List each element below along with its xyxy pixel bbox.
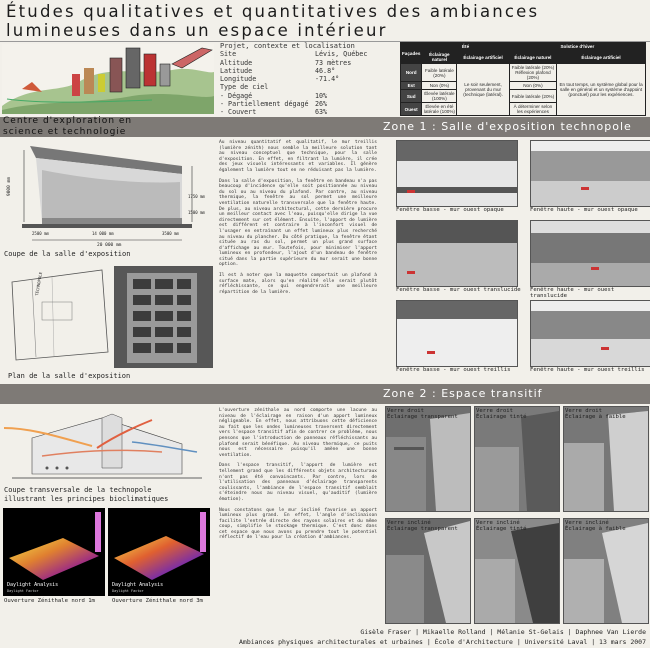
project-key: Site — [220, 50, 237, 59]
section1-title-line2: science et technologie — [3, 127, 127, 137]
zone1-caption: Fenêtre haute - mur ouest opaque — [530, 207, 638, 213]
facade-table-subheader: Éclairage artificiel — [457, 51, 509, 64]
zone1-caption: Fenêtre haute - mur ouest translucide — [530, 287, 615, 299]
project-row — [220, 92, 398, 100]
section-band-2 — [0, 384, 650, 404]
project-row — [220, 67, 398, 75]
project-value: 10% — [315, 91, 328, 100]
dim-w1: 2500 mm — [32, 231, 49, 236]
zone2-caption — [565, 520, 626, 532]
zone1-caption: Fenêtre basse - mur ouest opaque — [396, 207, 504, 213]
zone2-grid — [385, 406, 647, 624]
project-value: 26% — [315, 100, 328, 109]
caption-bioclimatic-line1: Coupe transversale de la technopole — [4, 486, 152, 494]
zone2-caption — [565, 408, 626, 420]
zone2-caption-line1: Verre droit — [565, 408, 603, 414]
footer-authors: Gisèle Fraser | Mikaelle Rolland | Mélanie St-Gelais | Daphnee Van Lierde — [360, 628, 646, 636]
zone2-caption — [387, 408, 458, 420]
poster-title-line1: Études qualitatives et quantitatives des ambiances — [6, 2, 540, 21]
zone2-caption-line1: Verre droit — [387, 408, 425, 414]
daylight-analysis-2-art — [108, 508, 210, 596]
project-row — [220, 83, 398, 91]
facade-table-group: Été — [422, 43, 509, 51]
daylight-analysis-1 — [3, 508, 105, 596]
project-value: Lévis, Québec — [315, 50, 368, 59]
project-key: - Couvert — [220, 108, 257, 117]
zone2-caption-line2: Éclairage tinté — [476, 414, 527, 420]
project-row — [220, 50, 398, 58]
plan-label: TECHNOPOLE — [34, 271, 44, 297]
zone2-caption — [476, 408, 527, 420]
facade-table — [400, 42, 646, 116]
daylight-label: Daylight Analysis — [112, 582, 164, 588]
zone2-caption-line2: Éclairage transparent — [387, 526, 458, 532]
zone2-photo-art — [564, 407, 648, 511]
project-key: Altitude — [220, 58, 253, 67]
facade-table-subheader: Éclairage naturel — [422, 51, 457, 64]
dim-w2: 14 000 mm — [92, 231, 114, 236]
dim-total: 20 000 mm — [97, 243, 122, 248]
facade-row-header: Est — [401, 82, 422, 90]
dim-h2: 1750 mm — [188, 194, 205, 199]
daylight-sub: Daylight Factor — [7, 589, 39, 593]
daylight-sub: Daylight Factor — [112, 589, 144, 593]
zone2-photo-art — [564, 519, 648, 623]
zone2-photo — [563, 518, 649, 624]
project-row — [220, 108, 398, 116]
zone1-grid — [396, 140, 650, 384]
project-key: Longitude — [220, 75, 257, 84]
dim-height: 9000 mm — [7, 177, 12, 196]
project-key: - Partiellement dégagé — [220, 100, 309, 109]
section2-paragraph: L'ouverture zénithale au nord comporte une lacune au niveau de l'éclairage en raison d'un apport lumineux négligeable. En effet, nous attribuons cette déficience au fait que les ondes lumineuses traversent directement vers l'espace transitif afin de contrer ce problème, nous pensons que l'introduction de panneaux réfléchissants au plafond serait bénéfique. Au niveau thermique, ce puits nous est nécessaire puisqu'il amène une bonne ventilation. — [219, 408, 377, 458]
zone1-photo-art — [397, 221, 517, 286]
facade-cell: En tout temps, un système global pour la salle en général et un système d'appoint (ponctuel) pour les expériences. — [557, 64, 646, 116]
section1-paragraph: Il est à noter que la maquette comportait un plafond à surface mate, alors qu'en réalité elle serait plutôt réfléchissante, ce qui engendrerait une meilleure répartition de la lumière. — [219, 273, 377, 295]
zone1-photo-art — [531, 301, 650, 366]
facade-cell: Le soir seulement, provenant du mur (technique (latéral). — [457, 64, 509, 116]
facade-cell: Non (0%) — [422, 82, 457, 90]
section1-paragraph: Dans la salle d'exposition, la fenêtre en bandeau n'a pas beaucoup d'incidence qu'elle soit positionnée au niveau du sol ou au niveau du plafond. Par contre, au niveau thermique, la fenêtre au sol permet une meilleure ventilation naturelle transversale que la fenêtre haute. De plus, au niveau architectural, cette dernière procure un meilleur contact avec l'eau, puisqu'elle dirige la vue directement sur cet élément. Ensuite, l'apport de lumière est différent et contraire à l'inconfort visuel de l'usager en entraînant un effet lumineux plus recherché au niveau du plancher. Du côté pratique, la fenêtre étant située au ras du sol, permet un plus grand surface d'affichage au mur. Toutefois, pour minimiser l'apport lumineux en profondeur, l'ajout d'un bandeau de fenêtre situé dans la partie supérieure du mur serait une bonne option. — [219, 178, 377, 268]
facade-cell: Non (0%) — [509, 82, 556, 90]
poster-title — [6, 2, 606, 40]
caption-daylight-1: Ouverture Zénithale nord 1m — [4, 598, 95, 604]
zone2-caption — [476, 520, 527, 532]
zone1-photo — [530, 220, 650, 287]
facade-table-subheader: Éclairage naturel — [509, 51, 556, 64]
zone1-caption: Fenêtre haute - mur ouest treillis — [530, 367, 645, 373]
facade-row-header: Nord — [401, 64, 422, 82]
footer-course: Ambiances physiques architecturales et urbaines | École d'Architecture | Université Laval | 13 mars 2007 — [239, 638, 646, 646]
project-key: Type de ciel — [220, 83, 269, 92]
facade-row-header: Sud — [401, 90, 422, 103]
daylight-analysis-2 — [108, 508, 210, 596]
zone2-caption-line1: Verre incliné — [387, 520, 431, 526]
zone1-photo — [530, 140, 650, 207]
project-value: -71.4° — [315, 75, 340, 84]
zone1-photo-art — [397, 301, 517, 366]
coupe-drawing — [2, 140, 212, 250]
zone1-photo — [530, 300, 650, 367]
zone2-photo — [385, 518, 471, 624]
section1-title-line1: Centre d'exploration en — [3, 116, 133, 126]
project-key: Latitude — [220, 66, 253, 75]
section1-title — [3, 116, 132, 138]
dim-h3: 1500 mm — [188, 210, 205, 215]
zone2-photo-art — [386, 519, 470, 623]
zone2-photo — [474, 518, 560, 624]
dim-w3: 3500 mm — [162, 231, 179, 236]
model-photo — [114, 266, 213, 368]
zone2-caption-line2: Éclairage transparent — [387, 414, 458, 420]
zone2-caption-line2: Éclairage tinté — [476, 526, 527, 532]
facade-cell: À déterminer selon les expériences — [509, 103, 556, 116]
zone2-caption-line2: Éclairage à faible — [565, 526, 626, 532]
zone2-photo-art — [475, 407, 559, 511]
project-row — [220, 59, 398, 67]
project-row — [220, 75, 398, 83]
caption-plan: Plan de la salle d'exposition — [8, 372, 131, 380]
section2-text — [219, 408, 377, 546]
caption-bioclimatic-line2: illustrant les principes bioclimatiques — [4, 495, 169, 503]
project-info — [220, 42, 398, 117]
project-value: 73 mètres — [315, 58, 352, 67]
zone1-photo — [396, 220, 518, 287]
facade-row-header: Ouest — [401, 103, 422, 116]
section2-paragraph: Nous constatons que le mur incliné favorise un apport lumineux plus grand. En effet, l'angle d'inclinaison facilite l'entrée directe des rayons solaires et du même coup, simplifie le stockage thermique. C'est donc dans cet espace que nous avons pu prendre tout le potentiel réflectif de l'eau pour la création d'ambiances. — [219, 507, 377, 541]
zone2-photo-art — [475, 519, 559, 623]
daylight-label: Daylight Analysis — [7, 582, 59, 588]
project-row — [220, 100, 398, 108]
poster-title-line2: lumineuses dans un espace intérieur — [6, 21, 388, 40]
facade-cell: Élevée latérale (100%) — [422, 90, 457, 103]
zone1-caption: Fenêtre basse - mur ouest translucide — [396, 287, 521, 293]
zone2-title: Zone 2 : Espace transitif — [383, 387, 543, 400]
zone2-caption-line1: Verre incliné — [565, 520, 609, 526]
zone1-caption: Fenêtre basse - mur ouest treillis — [396, 367, 511, 373]
facade-cell: Faible latérale (20%) — [509, 90, 556, 103]
daylight-analysis-1-art — [3, 508, 105, 596]
facade-cell: Élevée en été latérale (100%) — [423, 104, 455, 114]
zone1-photo-art — [531, 141, 650, 206]
zone1-photo-art — [397, 141, 517, 206]
project-value: 46.8° — [315, 66, 336, 75]
caption-coupe: Coupe de la salle d'exposition — [4, 250, 131, 258]
site-illustration — [2, 44, 214, 114]
zone1-photo — [396, 300, 518, 367]
section1-paragraph: Au niveau quantitatif et qualitatif, le mur treillis (lumière zénith) nous semble la meilleure solution tant au niveau conceptuel que technique, pour la salle d'exposition. En effet, en filtrant la lumière, il crée des jeux visuels intéressants et variables. Il génère également la lumière tout en ne réduisant pas la lumière. — [219, 140, 377, 173]
bioclimatic-section — [2, 408, 210, 486]
zone2-photo — [563, 406, 649, 512]
section2-paragraph: Dans l'espace transitif, l'apport de lumière est tellement grand que les différents objets architecturaux n'ont pas été convaincants. Par contre, lors de l'utilisation des panneaux d'éclairage transparents coulissants, l'ambiance de l'espace transitif semblait s'éteindre nous au niveau visuel, qu'auditif (lumière émotion). — [219, 463, 377, 502]
zone2-caption-line1: Verre droit — [476, 408, 514, 414]
plan-drawing — [2, 262, 112, 370]
zone2-photo — [474, 406, 560, 512]
zone1-title: Zone 1 : Salle d'exposition technopole — [383, 120, 632, 133]
zone2-caption-line2: Éclairage à faible — [565, 414, 626, 420]
facade-table-subheader: Éclairage artificiel — [557, 51, 646, 64]
facade-table-corner: Façades — [401, 43, 422, 64]
project-heading: Projet, contexte et localisation — [220, 42, 355, 50]
zone2-caption — [387, 520, 458, 532]
project-value: 63% — [315, 108, 328, 117]
caption-bioclimatic — [4, 486, 168, 504]
facade-cell: Faible latérale (20%) — [422, 64, 457, 82]
zone2-caption-line1: Verre incliné — [476, 520, 520, 526]
zone1-photo-art — [531, 221, 650, 286]
zone2-photo — [385, 406, 471, 512]
caption-daylight-2: Ouverture Zénithale nord 3m — [112, 598, 203, 604]
facade-cell: Faible latérale (20%) Réflexion plafond (20%) — [509, 64, 556, 82]
project-key: - Dégagé — [220, 91, 253, 100]
zone1-photo — [396, 140, 518, 207]
zone2-photo-art — [386, 407, 470, 511]
section1-text — [219, 140, 377, 300]
model-photo-art — [115, 267, 212, 367]
facade-table-group: Solstice d'hiver — [509, 43, 645, 51]
